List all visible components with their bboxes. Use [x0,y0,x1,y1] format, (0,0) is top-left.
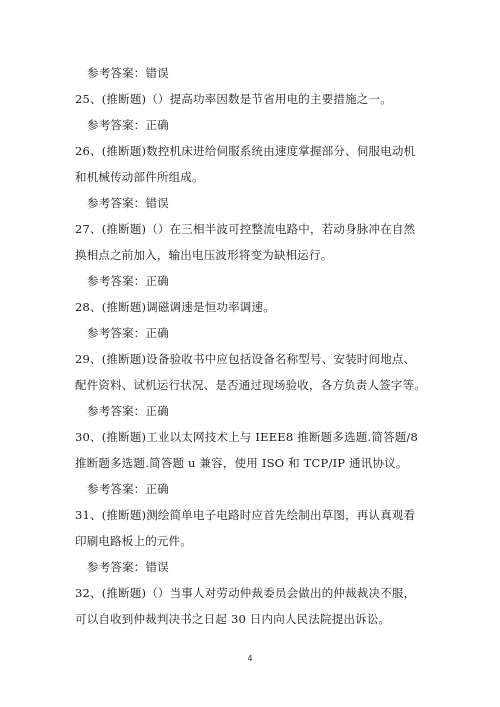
answer-line: 参考答案：错误 [87,560,169,574]
question-line: 29、(推断题)设备验收书中应包括设备名称型号、安装时间地点、 [75,352,416,366]
question-line: 32、(推断题)（）当事人对劳动仲裁委员会做出的仲裁裁决不服， [75,586,416,600]
answer-line: 参考答案：错误 [87,196,169,210]
answer-line: 参考答案：正确 [87,482,169,496]
answer-line: 参考答案：正确 [87,118,169,132]
question-line: 26、(推断题)数控机床进给伺服系统由速度掌握部分、伺服电动机 [75,144,416,158]
question-line: 28、(推断题)调磁调速是恒功率调速。 [75,300,275,314]
question-line: 和机械传动部件所组成。 [75,170,204,184]
question-line: 换相点之前加入，输出电压波形将变为缺相运行。 [75,248,333,262]
answer-line: 参考答案：正确 [87,274,169,288]
answer-line: 参考答案：正确 [87,326,169,340]
answer-line: 参考答案：正确 [87,404,169,418]
question-line: 印刷电路板上的元件。 [75,534,192,548]
question-line: 配件资料、试机运行状况、是否通过现场验收，各方负责人签字等。 [75,378,426,392]
answer-line: 参考答案：错误 [87,66,169,80]
page-number: 4 [247,654,253,663]
question-line: 可以自收到仲裁判决书之日起 30 日内向人民法院提出诉讼。 [75,612,391,626]
question-line: 30、(推断题)工业以太网技术上与 IEEE8 推断题多选题.简答题/8 [75,430,419,444]
page-content [75,60,426,632]
question-line: 31、(推断题)测绘简单电子电路时应首先绘制出草图，再认真观看 [75,508,416,522]
question-line: 25、(推断题)（）提高功率因数是节省用电的主要措施之一。 [75,92,392,106]
question-line: 推断题多选题.简答题 u 兼容，使用 ISO 和 TCP/IP 通讯协议。 [75,456,408,470]
question-line: 27、(推断题)（）在三相半波可控整流电路中，若动身脉冲在自然 [75,222,416,236]
